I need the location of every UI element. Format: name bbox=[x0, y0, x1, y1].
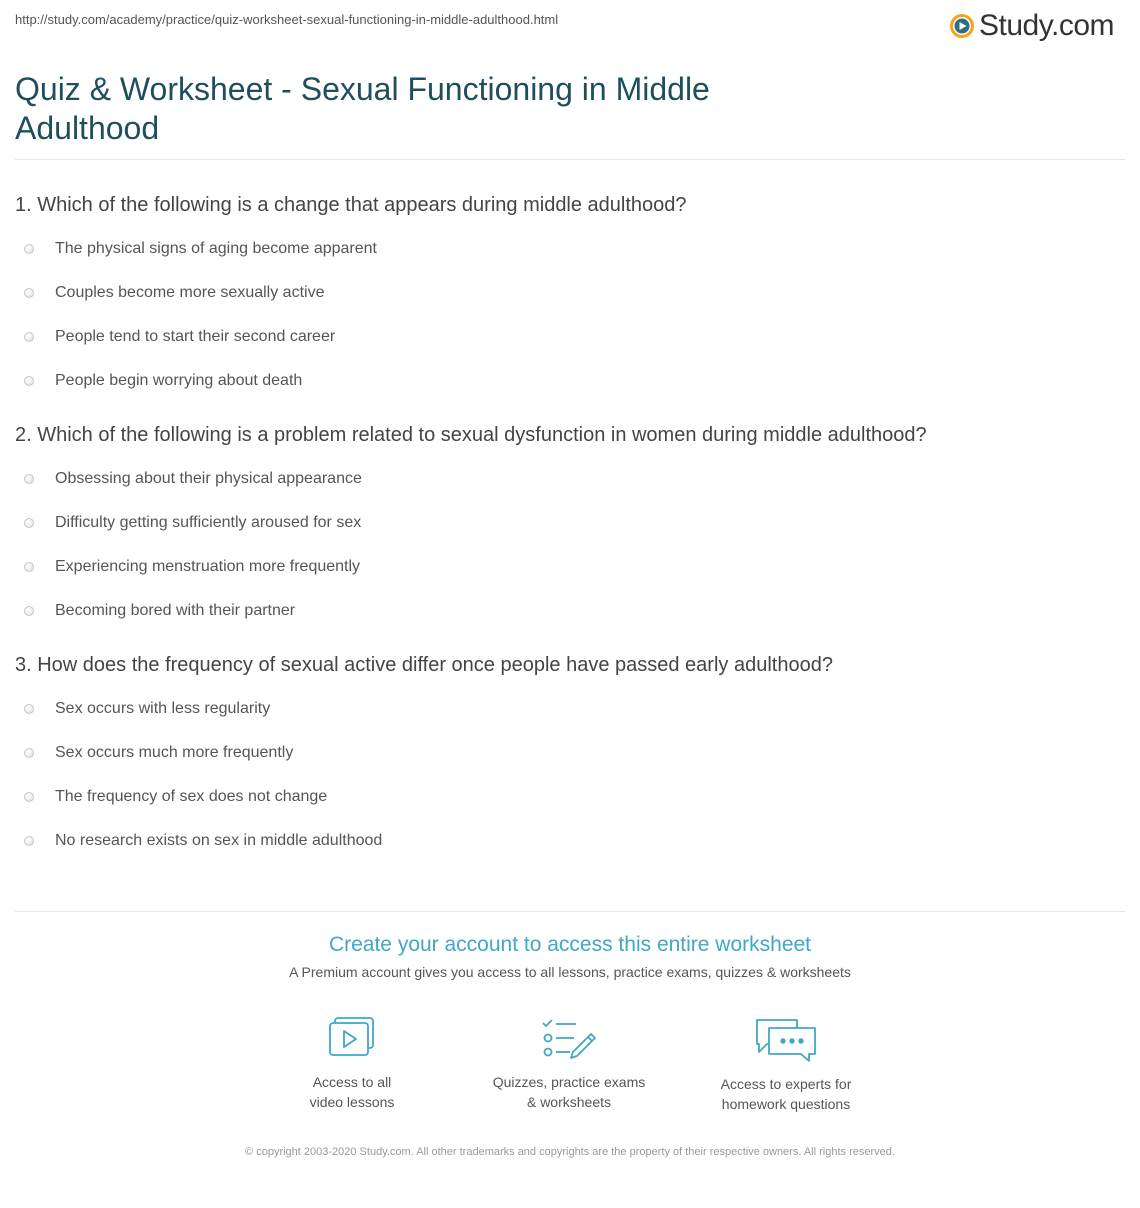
question-3 bbox=[15, 650, 1125, 866]
answer-option[interactable] bbox=[15, 592, 1125, 636]
answer-text: People begin worrying about death bbox=[55, 372, 303, 389]
answer-text: People tend to start their second career bbox=[55, 328, 336, 345]
answer-text: The frequency of sex does not change bbox=[55, 788, 328, 805]
feature-quizzes bbox=[469, 1016, 669, 1112]
feature-label: Quizzes, practice exams & worksheets bbox=[492, 1074, 646, 1110]
divider bbox=[15, 911, 1125, 912]
radio-button[interactable] bbox=[24, 288, 34, 298]
answer-text: Sex occurs with less regularity bbox=[55, 700, 271, 717]
answer-text: Becoming bored with their partner bbox=[55, 602, 296, 619]
question-text: 3. How does the frequency of sexual active differ once people have passed early adulthood? bbox=[15, 654, 833, 676]
answer-text: Difficulty getting sufficiently aroused for sex bbox=[55, 514, 362, 531]
question-1 bbox=[15, 190, 1125, 406]
quiz-checklist-icon bbox=[540, 1016, 598, 1060]
chat-bubbles-icon bbox=[754, 1016, 818, 1062]
radio-button[interactable] bbox=[24, 792, 34, 802]
answer-option[interactable] bbox=[15, 690, 1125, 734]
feature-video-lessons bbox=[252, 1016, 452, 1112]
answer-option[interactable] bbox=[15, 778, 1125, 822]
feature-experts bbox=[686, 1016, 886, 1114]
answer-option[interactable] bbox=[15, 318, 1125, 362]
answer-option[interactable] bbox=[15, 504, 1125, 548]
copyright-notice: © copyright 2003-2020 Study.com. All other trademarks and copyrights are the property of their respective owners. All rights reserved. bbox=[245, 1146, 895, 1158]
video-lessons-icon bbox=[325, 1016, 379, 1060]
feature-label: Access to all video lessons bbox=[309, 1074, 395, 1110]
answer-text: The physical signs of aging become apparent bbox=[55, 240, 377, 257]
radio-button[interactable] bbox=[24, 244, 34, 254]
radio-button[interactable] bbox=[24, 606, 34, 616]
answer-text: No research exists on sex in middle adulthood bbox=[55, 832, 383, 849]
answer-option[interactable] bbox=[15, 274, 1125, 318]
question-text: 2. Which of the following is a problem related to sexual dysfunction in women during middle adulthood? bbox=[15, 424, 927, 446]
logo-text: Study.com bbox=[979, 9, 1114, 42]
top-bar bbox=[0, 0, 1140, 60]
answer-option[interactable] bbox=[15, 230, 1125, 274]
radio-button[interactable] bbox=[24, 474, 34, 484]
answer-option[interactable] bbox=[15, 734, 1125, 778]
radio-button[interactable] bbox=[24, 836, 34, 846]
answer-text: Obsessing about their physical appearance bbox=[55, 470, 362, 487]
radio-button[interactable] bbox=[24, 562, 34, 572]
divider bbox=[15, 159, 1125, 160]
radio-button[interactable] bbox=[24, 748, 34, 758]
quiz-questions bbox=[15, 190, 1125, 880]
answer-option[interactable] bbox=[15, 822, 1125, 866]
premium-description: A Premium account gives you access to all lessons, practice exams, quizzes & worksheets bbox=[289, 964, 851, 980]
study-logo[interactable] bbox=[949, 6, 1114, 46]
radio-button[interactable] bbox=[24, 518, 34, 528]
answer-text: Experiencing menstruation more frequently bbox=[55, 558, 361, 575]
question-text: 1. Which of the following is a change that appears during middle adulthood? bbox=[15, 194, 687, 216]
answer-text: Couples become more sexually active bbox=[55, 284, 325, 301]
create-account-link[interactable]: Create your account to access this entire worksheet bbox=[328, 933, 812, 956]
answer-text: Sex occurs much more frequently bbox=[55, 744, 294, 761]
page-url: http://study.com/academy/practice/quiz-worksheet-sexual-functioning-in-middle-adulthood.html bbox=[15, 12, 559, 27]
answer-option[interactable] bbox=[15, 548, 1125, 592]
radio-button[interactable] bbox=[24, 704, 34, 714]
feature-label: Access to experts for homework questions bbox=[720, 1076, 852, 1112]
page-title: Quiz & Worksheet - Sexual Functioning in Middle Adulthood bbox=[15, 71, 710, 146]
answer-option[interactable] bbox=[15, 460, 1125, 504]
answer-option[interactable] bbox=[15, 362, 1125, 406]
radio-button[interactable] bbox=[24, 376, 34, 386]
question-2 bbox=[15, 420, 1125, 636]
radio-button[interactable] bbox=[24, 332, 34, 342]
play-circle-icon bbox=[949, 13, 975, 39]
